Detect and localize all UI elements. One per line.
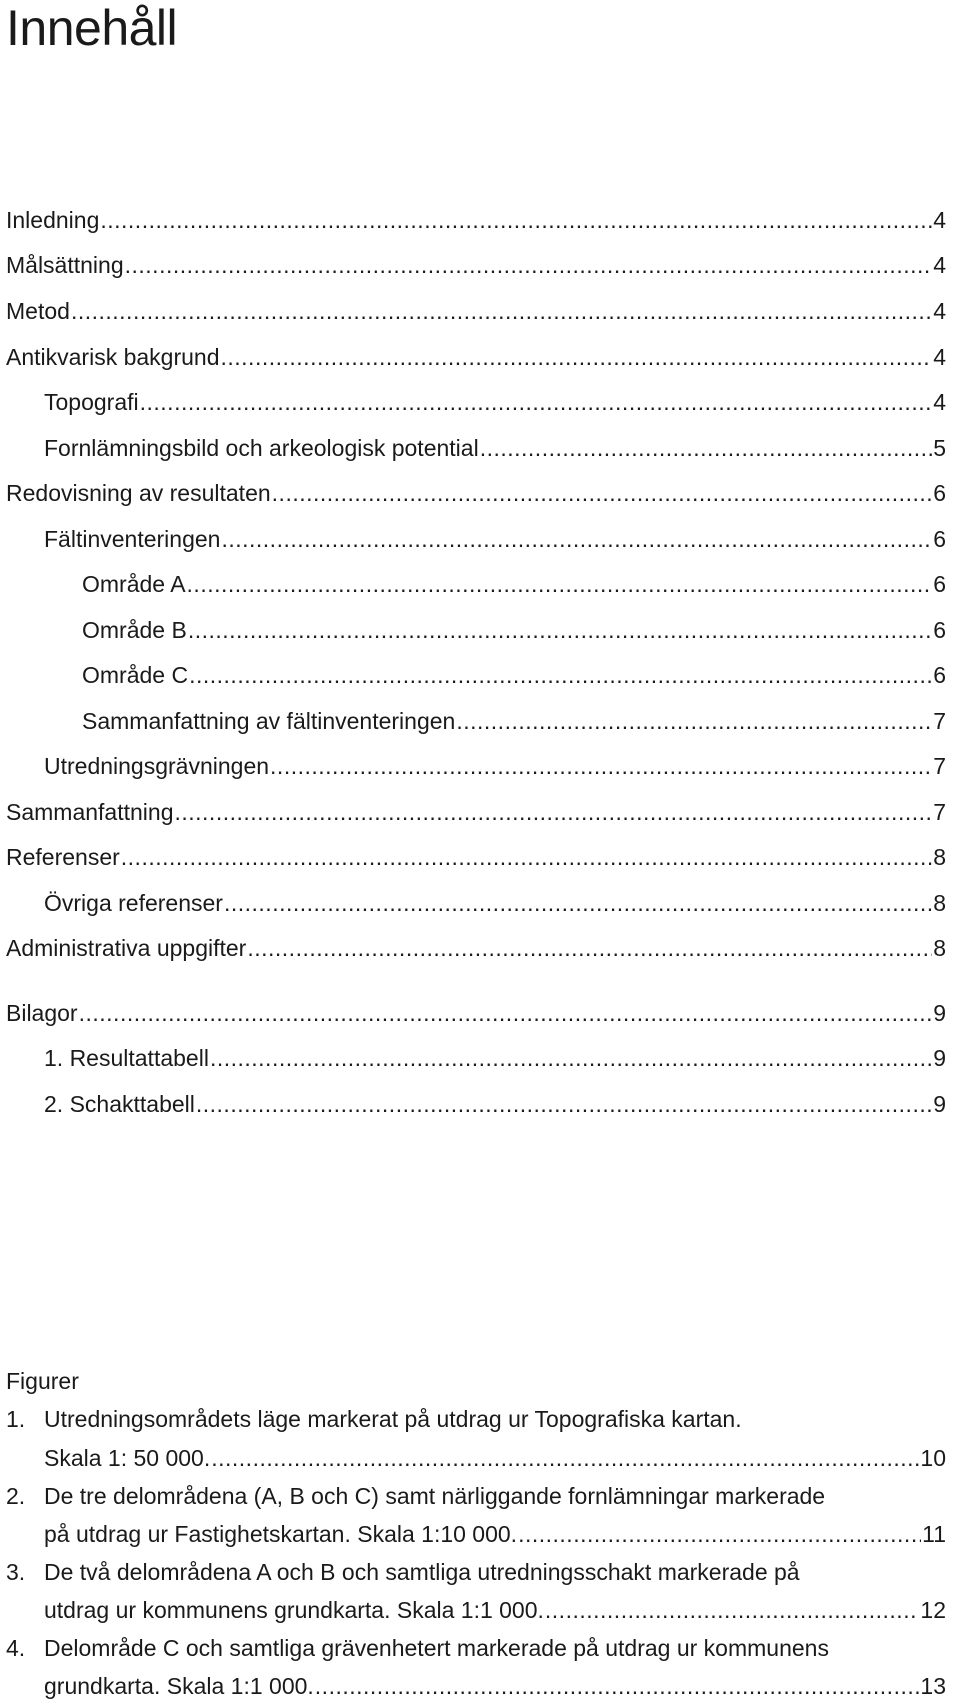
- figure-caption-line: Utredningsområdets läge markerat på utdrag ur Topografiska kartan.: [44, 1406, 742, 1432]
- toc-entry-page: 5: [933, 435, 946, 461]
- toc-entry-page: 8: [933, 935, 946, 961]
- toc-entry-page: 7: [933, 753, 946, 779]
- toc-entry-page: 4: [933, 389, 946, 415]
- toc-entry: [6, 842, 946, 872]
- figure-caption-line: på utdrag ur Fastighetskartan. Skala 1:10 000.: [44, 1521, 518, 1547]
- toc-entry-label: Referenser: [6, 844, 120, 870]
- toc-entry-page: 6: [933, 662, 946, 688]
- dot-leader: [221, 524, 932, 554]
- toc-entry: [44, 751, 946, 781]
- toc-entry: [6, 478, 946, 508]
- figure-page: 11: [922, 1521, 946, 1547]
- dot-leader: [125, 250, 933, 280]
- toc-entry: [44, 1043, 946, 1073]
- toc-entry: [44, 387, 946, 417]
- toc-entry-label: Fornlämningsbild och arkeologisk potential: [44, 435, 479, 461]
- toc-entry: [82, 706, 946, 736]
- toc-entry: [6, 205, 946, 235]
- toc-entry-page: 4: [933, 207, 946, 233]
- toc-entry-label: Utredningsgrävningen: [44, 753, 270, 779]
- figure-caption-line: grundkarta. Skala 1:1 000.: [44, 1673, 314, 1699]
- figure-caption-line: De två delområdena A och B och samtliga utredningsschakt markerade på: [44, 1559, 800, 1585]
- figure-entry: [44, 1595, 946, 1625]
- toc-entry: [6, 342, 946, 372]
- page-title: Innehåll: [6, 0, 178, 56]
- toc-entry-page: 4: [933, 344, 946, 370]
- dot-leader: [174, 797, 932, 827]
- toc-entry-label: Område B: [82, 617, 187, 643]
- dot-leader: [121, 842, 932, 872]
- dot-leader: [211, 1443, 919, 1473]
- toc-entry: [82, 660, 946, 690]
- figure-entry: [44, 1519, 946, 1549]
- toc-entry-label: Inledning: [6, 207, 100, 233]
- dot-leader: [456, 706, 932, 736]
- toc-entry-page: 9: [933, 1000, 946, 1026]
- dot-leader: [221, 342, 933, 372]
- toc-entry-label: Metod: [6, 298, 70, 324]
- toc-entry-page: 6: [933, 571, 946, 597]
- toc-entry-label: Område A: [82, 571, 186, 597]
- dot-leader: [187, 569, 933, 599]
- toc-entry-label: Övriga referenser: [44, 890, 223, 916]
- toc-entry-page: 7: [933, 708, 946, 734]
- toc-entry-page: 4: [933, 298, 946, 324]
- dot-leader: [272, 478, 933, 508]
- figure-caption-line: utdrag ur kommunens grundkarta. Skala 1:1 000.: [44, 1597, 544, 1623]
- toc-entry-label: Antikvarisk bakgrund: [6, 344, 220, 370]
- toc-entry-label: 1. Resultattabell: [44, 1045, 209, 1071]
- toc-entry-label: Målsättning: [6, 252, 124, 278]
- toc-entry: [6, 933, 946, 963]
- toc-entry-page: 8: [933, 844, 946, 870]
- figure-caption-line: Skala 1: 50 000.: [44, 1445, 211, 1471]
- toc-entry: [6, 296, 946, 326]
- dot-leader: [210, 1043, 932, 1073]
- dot-leader: [188, 615, 932, 645]
- figure-number: 1.: [6, 1406, 26, 1432]
- figure-number: 2.: [6, 1483, 26, 1509]
- figure-number: 3.: [6, 1559, 26, 1585]
- dot-leader: [224, 888, 932, 918]
- figure-caption-line: De tre delområdena (A, B och C) samt närliggande fornlämningar markerade: [44, 1483, 826, 1509]
- toc-entry-page: 9: [933, 1091, 946, 1117]
- figure-page: 13: [920, 1673, 946, 1699]
- dot-leader: [247, 933, 932, 963]
- dot-leader: [71, 296, 932, 326]
- toc-entry-label: Bilagor: [6, 1000, 78, 1026]
- toc-entry-page: 4: [933, 252, 946, 278]
- toc-entry-page: 6: [933, 526, 946, 552]
- figure-entry: [44, 1671, 946, 1701]
- toc-entry: [82, 615, 946, 645]
- dot-leader: [545, 1595, 920, 1625]
- toc-entry: [82, 569, 946, 599]
- dot-leader: [189, 660, 932, 690]
- figure-entry: [44, 1443, 946, 1473]
- toc-entry: [44, 1089, 946, 1119]
- toc-entry-label: Sammanfattning av fältinventeringen: [82, 708, 456, 734]
- figure-page: 10: [920, 1445, 946, 1471]
- dot-leader: [315, 1671, 920, 1701]
- toc-entry-page: 6: [933, 617, 946, 643]
- toc-entry-label: Topografi: [44, 389, 139, 415]
- toc-entry: [44, 433, 946, 463]
- toc-entry-label: Sammanfattning: [6, 799, 174, 825]
- toc-entry-page: 8: [933, 890, 946, 916]
- dot-leader: [196, 1089, 932, 1119]
- toc-entry: [44, 888, 946, 918]
- dot-leader: [480, 433, 933, 463]
- toc-entry-label: 2. Schakttabell: [44, 1091, 195, 1117]
- dot-leader: [79, 998, 933, 1028]
- toc-entry-label: Redovisning av resultaten: [6, 480, 271, 506]
- dot-leader: [140, 387, 933, 417]
- figure-caption-line: Delområde C och samtliga grävenhetert markerade på utdrag ur kommunens: [44, 1635, 829, 1661]
- dot-leader: [270, 751, 932, 781]
- toc-entry: [6, 998, 946, 1028]
- figure-number: 4.: [6, 1635, 26, 1661]
- figure-page: 12: [920, 1597, 946, 1623]
- dot-leader: [518, 1519, 921, 1549]
- dot-leader: [100, 205, 932, 235]
- figures-heading: Figurer: [6, 1368, 79, 1394]
- toc-entry: [6, 797, 946, 827]
- toc-entry-label: Administrativa uppgifter: [6, 935, 247, 961]
- toc-entry-page: 9: [933, 1045, 946, 1071]
- toc-entry-label: Fältinventeringen: [44, 526, 221, 552]
- toc-entry-page: 7: [933, 799, 946, 825]
- toc-entry: [6, 250, 946, 280]
- toc-entry: [44, 524, 946, 554]
- toc-entry-label: Område C: [82, 662, 189, 688]
- toc-entry-page: 6: [933, 480, 946, 506]
